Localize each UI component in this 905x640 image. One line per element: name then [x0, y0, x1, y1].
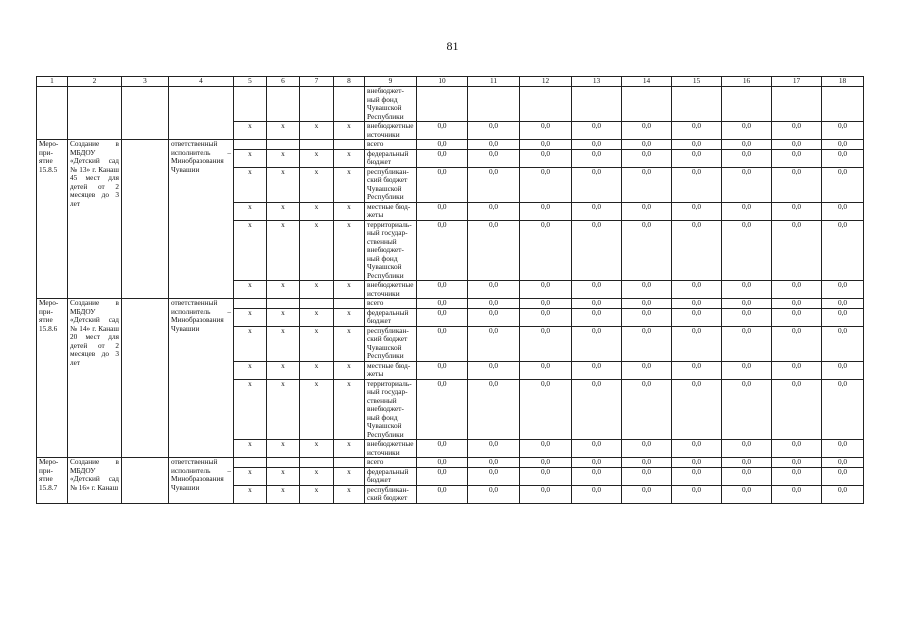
amount-cell: 0,0 — [772, 440, 822, 458]
marker-cell — [334, 458, 365, 468]
amount-cell: 0,0 — [772, 202, 822, 220]
marker-cell: x — [234, 167, 267, 202]
marker-cell: x — [267, 220, 300, 281]
marker-cell: x — [334, 361, 365, 379]
amount-cell: 0,0 — [822, 122, 864, 140]
funding-source: федеральный бюджет — [365, 467, 417, 485]
amount-cell: 0,0 — [468, 467, 520, 485]
marker-cell: x — [234, 485, 267, 503]
amount-cell: 0,0 — [572, 149, 622, 167]
amount-cell: 0,0 — [622, 140, 672, 150]
amount-cell: 0,0 — [417, 140, 468, 150]
marker-cell: x — [334, 440, 365, 458]
funding-source: внебюджет- ный фонд Чувашской Республики — [365, 87, 417, 122]
marker-cell: x — [234, 467, 267, 485]
funding-source: территориаль- ный государ- ственный внебюджет- ный фонд Чувашской Республики — [365, 379, 417, 440]
amount-cell: 0,0 — [417, 281, 468, 299]
amount-cell: 0,0 — [468, 308, 520, 326]
table-row — [37, 299, 864, 309]
column-number-6: 6 — [267, 77, 300, 87]
marker-cell: x — [334, 467, 365, 485]
amount-cell: 0,0 — [672, 458, 722, 468]
column-number-17: 17 — [772, 77, 822, 87]
amount-cell — [722, 87, 772, 122]
marker-cell — [234, 140, 267, 150]
amount-cell: 0,0 — [772, 467, 822, 485]
amount-cell: 0,0 — [622, 202, 672, 220]
amount-cell: 0,0 — [672, 167, 722, 202]
amount-cell: 0,0 — [417, 379, 468, 440]
amount-cell: 0,0 — [772, 299, 822, 309]
amount-cell: 0,0 — [417, 326, 468, 361]
marker-cell — [300, 140, 334, 150]
marker-cell: x — [334, 149, 365, 167]
marker-cell: x — [300, 485, 334, 503]
amount-cell: 0,0 — [520, 220, 572, 281]
amount-cell: 0,0 — [468, 458, 520, 468]
amount-cell: 0,0 — [772, 281, 822, 299]
amount-cell: 0,0 — [822, 361, 864, 379]
amount-cell: 0,0 — [722, 299, 772, 309]
amount-cell: 0,0 — [468, 379, 520, 440]
column-number-1: 1 — [37, 77, 68, 87]
amount-cell: 0,0 — [468, 140, 520, 150]
amount-cell: 0,0 — [722, 361, 772, 379]
measure-name: Создание в МБДОУ «Детский сад № 13» г. Канаш 45 мест для детей от 2 месяцев до 3 лет — [68, 140, 122, 299]
amount-cell: 0,0 — [722, 140, 772, 150]
amount-cell: 0,0 — [468, 149, 520, 167]
funding-source: местные бюд- жеты — [365, 361, 417, 379]
amount-cell: 0,0 — [520, 167, 572, 202]
amount-cell: 0,0 — [772, 149, 822, 167]
amount-cell: 0,0 — [468, 299, 520, 309]
column-number-header — [37, 77, 864, 87]
marker-cell: x — [334, 167, 365, 202]
measure-col3 — [122, 140, 169, 299]
amount-cell: 0,0 — [722, 202, 772, 220]
column-number-2: 2 — [68, 77, 122, 87]
amount-cell: 0,0 — [468, 167, 520, 202]
amount-cell: 0,0 — [572, 379, 622, 440]
amount-cell: 0,0 — [417, 220, 468, 281]
marker-cell — [334, 87, 365, 122]
amount-cell: 0,0 — [772, 458, 822, 468]
amount-cell: 0,0 — [772, 379, 822, 440]
marker-cell: x — [300, 326, 334, 361]
amount-cell: 0,0 — [672, 149, 722, 167]
marker-cell — [267, 299, 300, 309]
column-number-9: 9 — [365, 77, 417, 87]
amount-cell: 0,0 — [722, 149, 772, 167]
amount-cell: 0,0 — [572, 202, 622, 220]
amount-cell: 0,0 — [572, 308, 622, 326]
marker-cell: x — [300, 149, 334, 167]
amount-cell — [468, 87, 520, 122]
amount-cell: 0,0 — [622, 467, 672, 485]
column-number-18: 18 — [822, 77, 864, 87]
amount-cell: 0,0 — [822, 308, 864, 326]
amount-cell: 0,0 — [572, 440, 622, 458]
column-number-13: 13 — [572, 77, 622, 87]
measure-name: Создание в МБДОУ «Детский сад № 16» г. Канаш — [68, 458, 122, 504]
marker-cell — [300, 87, 334, 122]
marker-cell — [267, 87, 300, 122]
amount-cell: 0,0 — [468, 326, 520, 361]
marker-cell: x — [334, 326, 365, 361]
marker-cell — [334, 140, 365, 150]
amount-cell: 0,0 — [672, 299, 722, 309]
column-number-4: 4 — [169, 77, 234, 87]
marker-cell: x — [300, 202, 334, 220]
amount-cell: 0,0 — [520, 326, 572, 361]
amount-cell: 0,0 — [672, 281, 722, 299]
amount-cell: 0,0 — [572, 220, 622, 281]
amount-cell — [417, 87, 468, 122]
amount-cell: 0,0 — [417, 202, 468, 220]
amount-cell: 0,0 — [520, 281, 572, 299]
amount-cell — [572, 87, 622, 122]
marker-cell: x — [334, 308, 365, 326]
amount-cell: 0,0 — [722, 167, 772, 202]
marker-cell: x — [300, 379, 334, 440]
amount-cell: 0,0 — [572, 299, 622, 309]
amount-cell: 0,0 — [572, 361, 622, 379]
marker-cell — [234, 299, 267, 309]
amount-cell: 0,0 — [822, 467, 864, 485]
marker-cell: x — [300, 220, 334, 281]
amount-cell: 0,0 — [722, 467, 772, 485]
marker-cell: x — [300, 467, 334, 485]
amount-cell: 0,0 — [622, 308, 672, 326]
marker-cell — [300, 458, 334, 468]
amount-cell: 0,0 — [672, 485, 722, 503]
marker-cell: x — [300, 167, 334, 202]
amount-cell: 0,0 — [572, 485, 622, 503]
column-number-15: 15 — [672, 77, 722, 87]
amount-cell: 0,0 — [822, 140, 864, 150]
amount-cell: 0,0 — [822, 379, 864, 440]
marker-cell — [334, 299, 365, 309]
amount-cell: 0,0 — [417, 440, 468, 458]
continuation-cell — [122, 87, 169, 140]
amount-cell: 0,0 — [672, 122, 722, 140]
amount-cell: 0,0 — [572, 281, 622, 299]
amount-cell: 0,0 — [417, 122, 468, 140]
amount-cell: 0,0 — [572, 167, 622, 202]
funding-source: республикан- ский бюджет Чувашской Республики — [365, 326, 417, 361]
amount-cell: 0,0 — [722, 308, 772, 326]
amount-cell: 0,0 — [822, 281, 864, 299]
marker-cell: x — [267, 326, 300, 361]
amount-cell: 0,0 — [822, 485, 864, 503]
amount-cell: 0,0 — [520, 485, 572, 503]
marker-cell: x — [267, 379, 300, 440]
amount-cell: 0,0 — [468, 202, 520, 220]
marker-cell: x — [300, 308, 334, 326]
amount-cell: 0,0 — [520, 467, 572, 485]
amount-cell: 0,0 — [622, 440, 672, 458]
marker-cell: x — [234, 326, 267, 361]
continuation-cell — [68, 87, 122, 140]
marker-cell: x — [300, 440, 334, 458]
marker-cell: x — [234, 308, 267, 326]
amount-cell: 0,0 — [722, 440, 772, 458]
amount-cell: 0,0 — [822, 440, 864, 458]
amount-cell: 0,0 — [622, 281, 672, 299]
marker-cell — [267, 140, 300, 150]
table-body — [37, 87, 864, 504]
amount-cell: 0,0 — [417, 167, 468, 202]
amount-cell: 0,0 — [622, 485, 672, 503]
funding-source: федеральный бюджет — [365, 149, 417, 167]
amount-cell: 0,0 — [622, 299, 672, 309]
amount-cell: 0,0 — [520, 140, 572, 150]
marker-cell — [267, 458, 300, 468]
amount-cell: 0,0 — [622, 458, 672, 468]
amount-cell: 0,0 — [520, 361, 572, 379]
amount-cell: 0,0 — [520, 440, 572, 458]
amount-cell: 0,0 — [417, 149, 468, 167]
amount-cell: 0,0 — [822, 299, 864, 309]
amount-cell: 0,0 — [417, 299, 468, 309]
marker-cell: x — [267, 281, 300, 299]
amount-cell: 0,0 — [772, 167, 822, 202]
column-number-11: 11 — [468, 77, 520, 87]
marker-cell: x — [234, 220, 267, 281]
marker-cell — [234, 458, 267, 468]
funding-source: всего — [365, 140, 417, 150]
amount-cell: 0,0 — [572, 122, 622, 140]
amount-cell: 0,0 — [672, 326, 722, 361]
column-number-3: 3 — [122, 77, 169, 87]
column-number-8: 8 — [334, 77, 365, 87]
page-number: 81 — [446, 39, 459, 53]
amount-cell: 0,0 — [722, 458, 772, 468]
amount-cell: 0,0 — [772, 361, 822, 379]
marker-cell: x — [234, 361, 267, 379]
amount-cell: 0,0 — [772, 485, 822, 503]
amount-cell: 0,0 — [520, 458, 572, 468]
amount-cell: 0,0 — [672, 440, 722, 458]
marker-cell: x — [334, 485, 365, 503]
amount-cell: 0,0 — [520, 299, 572, 309]
marker-cell: x — [300, 122, 334, 140]
amount-cell: 0,0 — [572, 458, 622, 468]
amount-cell: 0,0 — [772, 308, 822, 326]
funding-table — [36, 76, 864, 504]
marker-cell: x — [267, 361, 300, 379]
column-number-12: 12 — [520, 77, 572, 87]
marker-cell: x — [267, 167, 300, 202]
amount-cell: 0,0 — [672, 467, 722, 485]
amount-cell: 0,0 — [520, 122, 572, 140]
amount-cell: 0,0 — [672, 140, 722, 150]
amount-cell: 0,0 — [417, 467, 468, 485]
marker-cell: x — [234, 440, 267, 458]
funding-source: местные бюд- жеты — [365, 202, 417, 220]
marker-cell: x — [267, 149, 300, 167]
amount-cell: 0,0 — [622, 361, 672, 379]
amount-cell: 0,0 — [572, 467, 622, 485]
funding-source: внебюджетные источники — [365, 281, 417, 299]
amount-cell: 0,0 — [672, 202, 722, 220]
amount-cell: 0,0 — [772, 326, 822, 361]
amount-cell: 0,0 — [417, 361, 468, 379]
amount-cell: 0,0 — [417, 308, 468, 326]
amount-cell: 0,0 — [722, 485, 772, 503]
marker-cell: x — [267, 485, 300, 503]
measure-label: Меро- при- ятие 15.8.6 — [37, 299, 68, 458]
measure-label: Меро- при- ятие 15.8.7 — [37, 458, 68, 504]
table-row — [37, 87, 864, 122]
funding-source: внебюджетные источники — [365, 440, 417, 458]
marker-cell: x — [267, 122, 300, 140]
amount-cell: 0,0 — [622, 122, 672, 140]
amount-cell: 0,0 — [520, 308, 572, 326]
marker-cell: x — [334, 379, 365, 440]
amount-cell: 0,0 — [722, 379, 772, 440]
amount-cell: 0,0 — [772, 140, 822, 150]
amount-cell: 0,0 — [672, 379, 722, 440]
amount-cell: 0,0 — [822, 149, 864, 167]
amount-cell: 0,0 — [572, 140, 622, 150]
column-number-5: 5 — [234, 77, 267, 87]
measure-col3 — [122, 299, 169, 458]
amount-cell: 0,0 — [520, 202, 572, 220]
funding-source: внебюджетные источники — [365, 122, 417, 140]
marker-cell: x — [334, 122, 365, 140]
amount-cell: 0,0 — [822, 326, 864, 361]
amount-cell: 0,0 — [622, 326, 672, 361]
amount-cell: 0,0 — [622, 149, 672, 167]
marker-cell: x — [267, 202, 300, 220]
amount-cell: 0,0 — [822, 167, 864, 202]
amount-cell: 0,0 — [772, 122, 822, 140]
measure-executor: ответственный исполнитель – Минобразования Чувашии — [169, 140, 234, 299]
amount-cell — [822, 87, 864, 122]
amount-cell: 0,0 — [468, 122, 520, 140]
marker-cell: x — [234, 122, 267, 140]
amount-cell — [672, 87, 722, 122]
table-row — [37, 140, 864, 150]
continuation-cell — [169, 87, 234, 140]
amount-cell: 0,0 — [622, 379, 672, 440]
amount-cell: 0,0 — [468, 485, 520, 503]
amount-cell: 0,0 — [672, 220, 722, 281]
marker-cell: x — [234, 379, 267, 440]
amount-cell: 0,0 — [722, 281, 772, 299]
funding-source: территориаль- ный государ- ственный внебюджет- ный фонд Чувашской Республики — [365, 220, 417, 281]
marker-cell — [300, 299, 334, 309]
measure-executor: ответственный исполнитель – Минобразования Чувашии — [169, 458, 234, 504]
marker-cell: x — [300, 281, 334, 299]
marker-cell: x — [234, 149, 267, 167]
amount-cell: 0,0 — [622, 167, 672, 202]
amount-cell: 0,0 — [822, 220, 864, 281]
column-number-16: 16 — [722, 77, 772, 87]
amount-cell: 0,0 — [622, 220, 672, 281]
measure-executor: ответственный исполнитель – Минобразования Чувашии — [169, 299, 234, 458]
amount-cell: 0,0 — [822, 458, 864, 468]
amount-cell — [622, 87, 672, 122]
funding-source: республикан- ский бюджет Чувашской Республики — [365, 167, 417, 202]
funding-source: всего — [365, 458, 417, 468]
marker-cell: x — [234, 202, 267, 220]
amount-cell — [772, 87, 822, 122]
measure-label: Меро- при- ятие 15.8.5 — [37, 140, 68, 299]
marker-cell: x — [300, 361, 334, 379]
amount-cell: 0,0 — [672, 308, 722, 326]
funding-source: федеральный бюджет — [365, 308, 417, 326]
amount-cell: 0,0 — [520, 379, 572, 440]
amount-cell: 0,0 — [468, 220, 520, 281]
amount-cell: 0,0 — [468, 281, 520, 299]
marker-cell: x — [267, 308, 300, 326]
amount-cell — [520, 87, 572, 122]
amount-cell: 0,0 — [722, 122, 772, 140]
column-number-7: 7 — [300, 77, 334, 87]
amount-cell: 0,0 — [672, 361, 722, 379]
amount-cell: 0,0 — [772, 220, 822, 281]
amount-cell: 0,0 — [520, 149, 572, 167]
continuation-cell — [37, 87, 68, 140]
table-row — [37, 458, 864, 468]
amount-cell: 0,0 — [722, 220, 772, 281]
amount-cell: 0,0 — [468, 440, 520, 458]
column-number-14: 14 — [622, 77, 672, 87]
amount-cell: 0,0 — [468, 361, 520, 379]
marker-cell: x — [334, 202, 365, 220]
measure-name: Создание в МБДОУ «Детский сад № 14» г. Канаш 20 мест для детей от 2 месяцев до 3 лет — [68, 299, 122, 458]
amount-cell: 0,0 — [417, 458, 468, 468]
amount-cell: 0,0 — [822, 202, 864, 220]
amount-cell: 0,0 — [417, 485, 468, 503]
funding-source: республикан- ский бюджет — [365, 485, 417, 503]
column-number-10: 10 — [417, 77, 468, 87]
measure-col3 — [122, 458, 169, 504]
marker-cell: x — [334, 281, 365, 299]
funding-source: всего — [365, 299, 417, 309]
marker-cell: x — [267, 440, 300, 458]
marker-cell: x — [334, 220, 365, 281]
amount-cell: 0,0 — [722, 326, 772, 361]
marker-cell: x — [267, 467, 300, 485]
amount-cell: 0,0 — [572, 326, 622, 361]
marker-cell — [234, 87, 267, 122]
marker-cell: x — [234, 281, 267, 299]
